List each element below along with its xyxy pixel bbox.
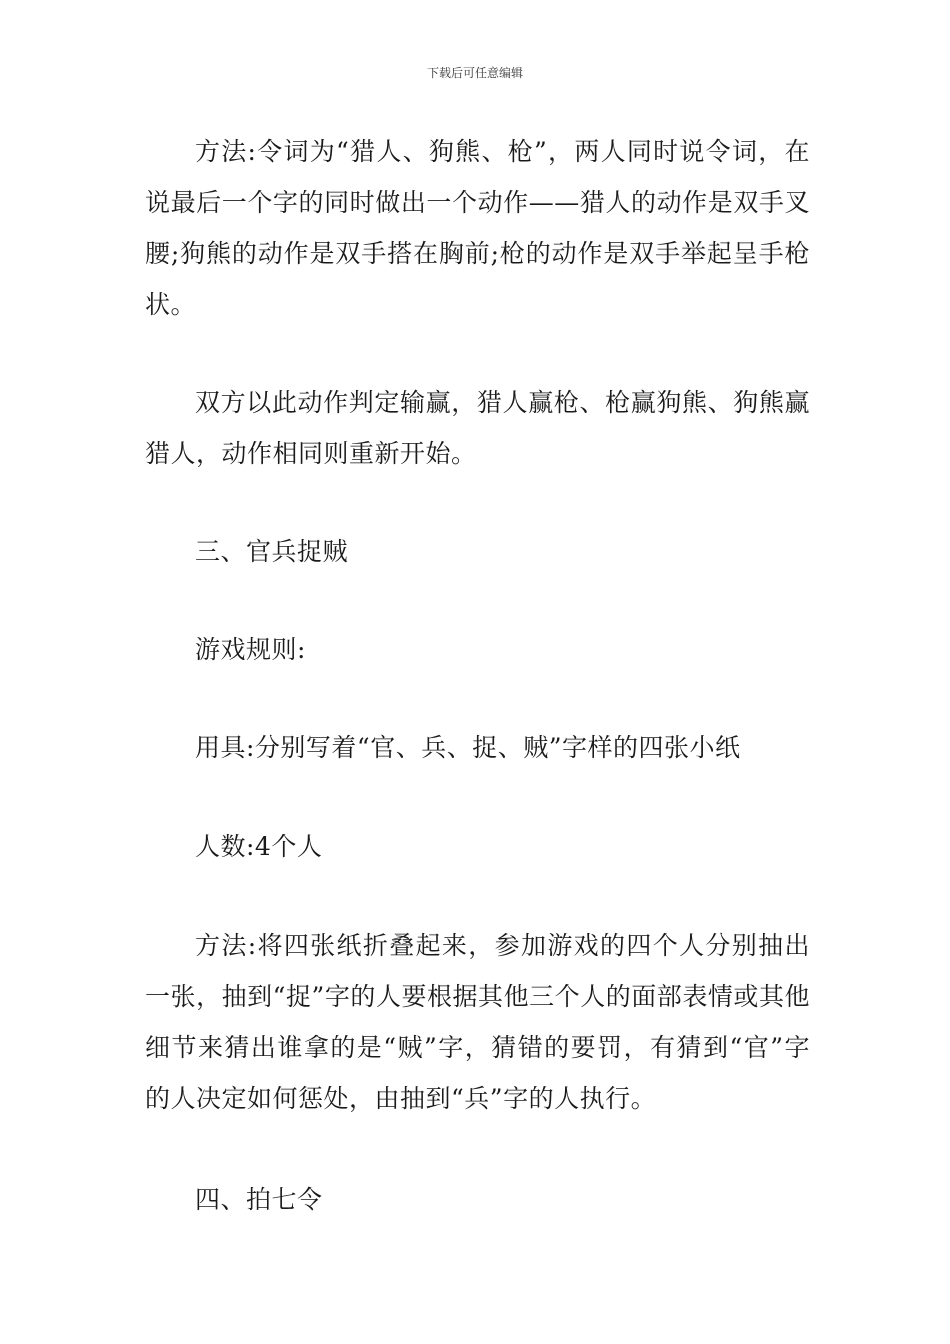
page-header: 下载后可任意编辑 (426, 66, 523, 80)
paragraph-game-rules-label: 游戏规则: (195, 635, 306, 664)
section-heading-officers-catch-thief: 三、官兵捉贼 (195, 537, 349, 566)
paragraph-tools: 用具:分别写着“官、兵、捉、贼”字样的四张小纸 (195, 733, 741, 762)
section-heading-clap-seven: 四、拍七令 (195, 1185, 323, 1214)
paragraph-method-hunter: 方法:令词为“猎人、狗熊、枪”，两人同时说令词，在说最后一个字的同时做出一个动作——猎人的动作是双手叉腰;狗熊的动作是双手搭在胸前;枪的动作是双手举起呈手枪状。 (145, 137, 810, 319)
paragraph-win-rules: 双方以此动作判定输赢，猎人赢枪、枪赢狗熊、狗熊赢猎人，动作相同则重新开始。 (145, 388, 810, 468)
paragraph-player-count: 人数:4个人 (195, 832, 323, 861)
paragraph-method-draw: 方法:将四张纸折叠起来，参加游戏的四个人分别抽出一张，抽到“捉”字的人要根据其他三个人的面部表情或其他细节来猜出谁拿的是“贼”字，猜错的要罚，有猜到“官”字的人决定如何惩处，由抽到“兵”字的人执行。 (145, 931, 810, 1113)
document-body (145, 126, 810, 1225)
